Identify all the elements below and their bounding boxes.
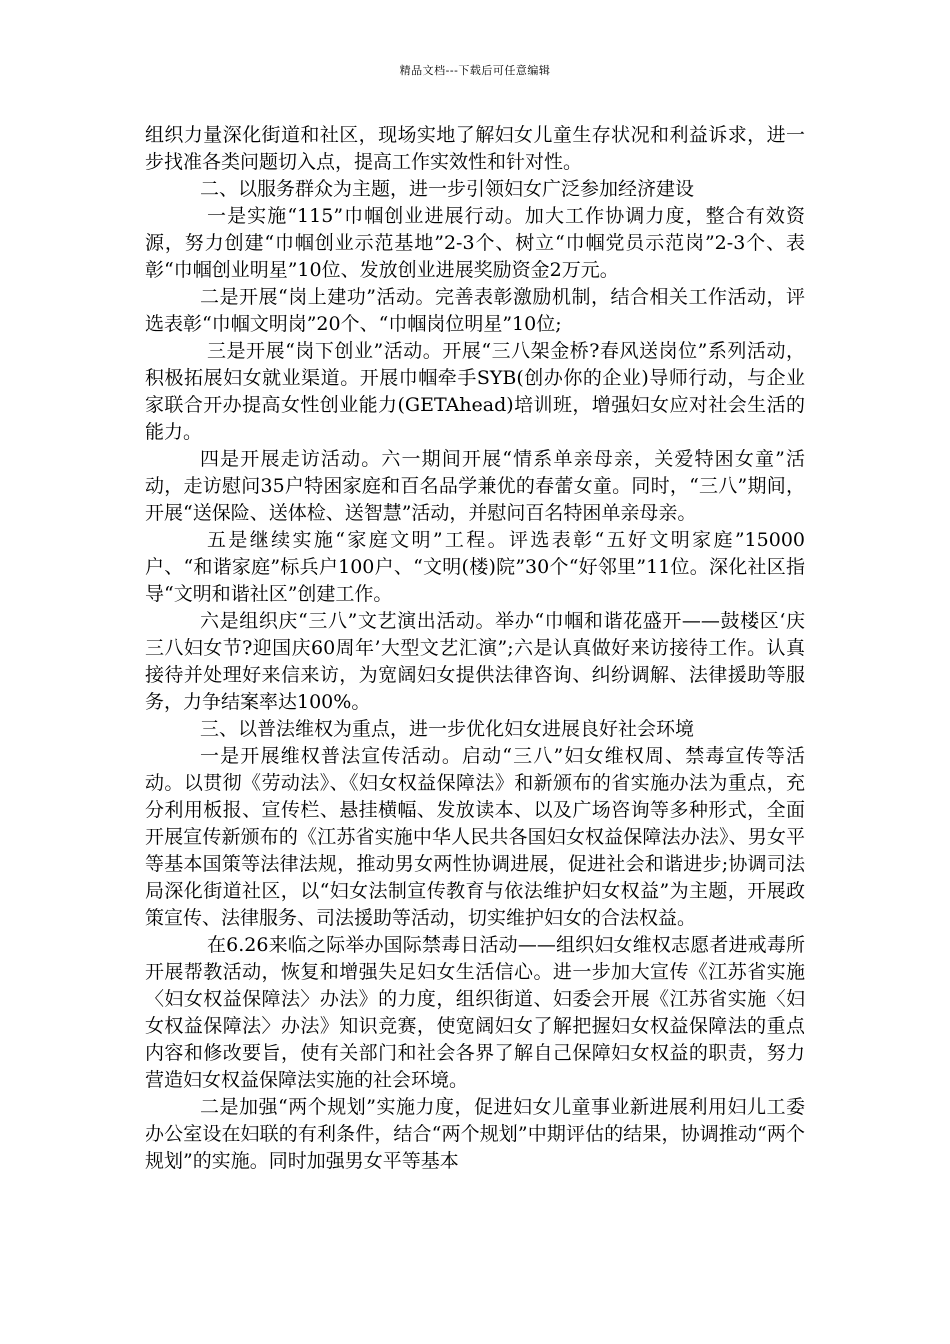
document-body (145, 122, 805, 1175)
paragraph: 五是继续实施“家庭文明”工程。评选表彰“五好文明家庭”15000户、“和谐家庭”标兵户100户、“文明(楼)院”30个“好邻里”11位。深化社区指导“文明和谐社区”创建工作。 (145, 529, 805, 605)
paragraph: 一是实施“115”巾帼创业进展行动。加大工作协调力度，整合有效资源，努力创建“巾帼创业示范基地”2-3个、树立“巾帼党员示范岗”2-3个、表彰“巾帼创业明星”10位、发放创业进展奖励资金2万元。 (145, 205, 805, 281)
paragraph: 一是开展维权普法宣传活动。启动“三八”妇女维权周、禁毒宣传等活动。以贯彻《劳动法》、《妇女权益保障法》和新颁布的省实施办法为重点，充分利用板报、宣传栏、悬挂横幅、发放读本、以及广场咨询等多种形式，全面开展宣传新颁布的《江苏省实施中华人民共各国妇女权益保障法办法》、男女平等基本国策等法律法规，推动男女两性协调进展，促进社会和谐进步;协调司法局深化街道社区，以“妇女法制宣传教育与依法维护妇女权益”为主题，开展政策宣传、法律服务、司法援助等活动，切实维护妇女的合法权益。 (145, 745, 805, 929)
paragraph: 四是开展走访活动。六一期间开展“情系单亲母亲，关爱特困女童”活动，走访慰问35户特困家庭和百名品学兼优的春蕾女童。同时，“三八”期间，开展“送保险、送体检、送智慧”活动，并慰问百名特困单亲母亲。 (145, 448, 805, 524)
paragraph: 二是加强“两个规划”实施力度，促进妇女儿童事业新进展利用妇儿工委办公室设在妇联的有利条件，结合“两个规划”中期评估的结果，协调推动“两个规划”的实施。同时加强男女平等基本 (145, 1096, 805, 1172)
paragraph-continued: 组织力量深化街道和社区，现场实地了解妇女儿童生存状况和利益诉求，进一步找准各类问题切入点，提高工作实效性和针对性。 (145, 124, 805, 173)
section-heading-3: 三、以普法维权为重点，进一步优化妇女进展良好社会环境 (200, 718, 695, 740)
paragraph: 三是开展“岗下创业”活动。开展“三八架金桥?春风送岗位”系列活动，积极拓展妇女就业渠道。开展巾帼牵手SYB(创办你的企业)导师行动，与企业家联合开办提高女性创业能力(GETAhead)培训班，增强妇女应对社会生活的能力。 (145, 340, 805, 443)
page-header: 精品文档---下载后可任意编辑 (399, 64, 551, 77)
section-heading-2: 二、以服务群众为主题，进一步引领妇女广泛参加经济建设 (200, 178, 695, 200)
paragraph: 六是组织庆“三八”文艺演出活动。举办“巾帼和谐花盛开——鼓楼区‘庆三八妇女节?迎国庆60周年’大型文艺汇演”;六是认真做好来访接待工作。认真接待并处理好来信来访，为宽阔妇女提供法律咨询、纠纷调解、法律援助等服务，力争结案率达100%。 (145, 610, 805, 713)
paragraph: 二是开展“岗上建功”活动。完善表彰激励机制，结合相关工作活动，评选表彰“巾帼文明岗”20个、“巾帼岗位明星”10位; (145, 286, 805, 335)
paragraph: 在6.26来临之际举办国际禁毒日活动——组织妇女维权志愿者进戒毒所开展帮教活动，恢复和增强失足妇女生活信心。进一步加大宣传《江苏省实施〈妇女权益保障法〉办法》的力度，组织街道、妇委会开展《江苏省实施〈妇女权益保障法〉办法》知识竞赛，使宽阔妇女了解把握妇女权益保障法的重点内容和修改要旨，使有关部门和社会各界了解自己保障妇女权益的职责，努力营造妇女权益保障法实施的社会环境。 (145, 934, 805, 1091)
